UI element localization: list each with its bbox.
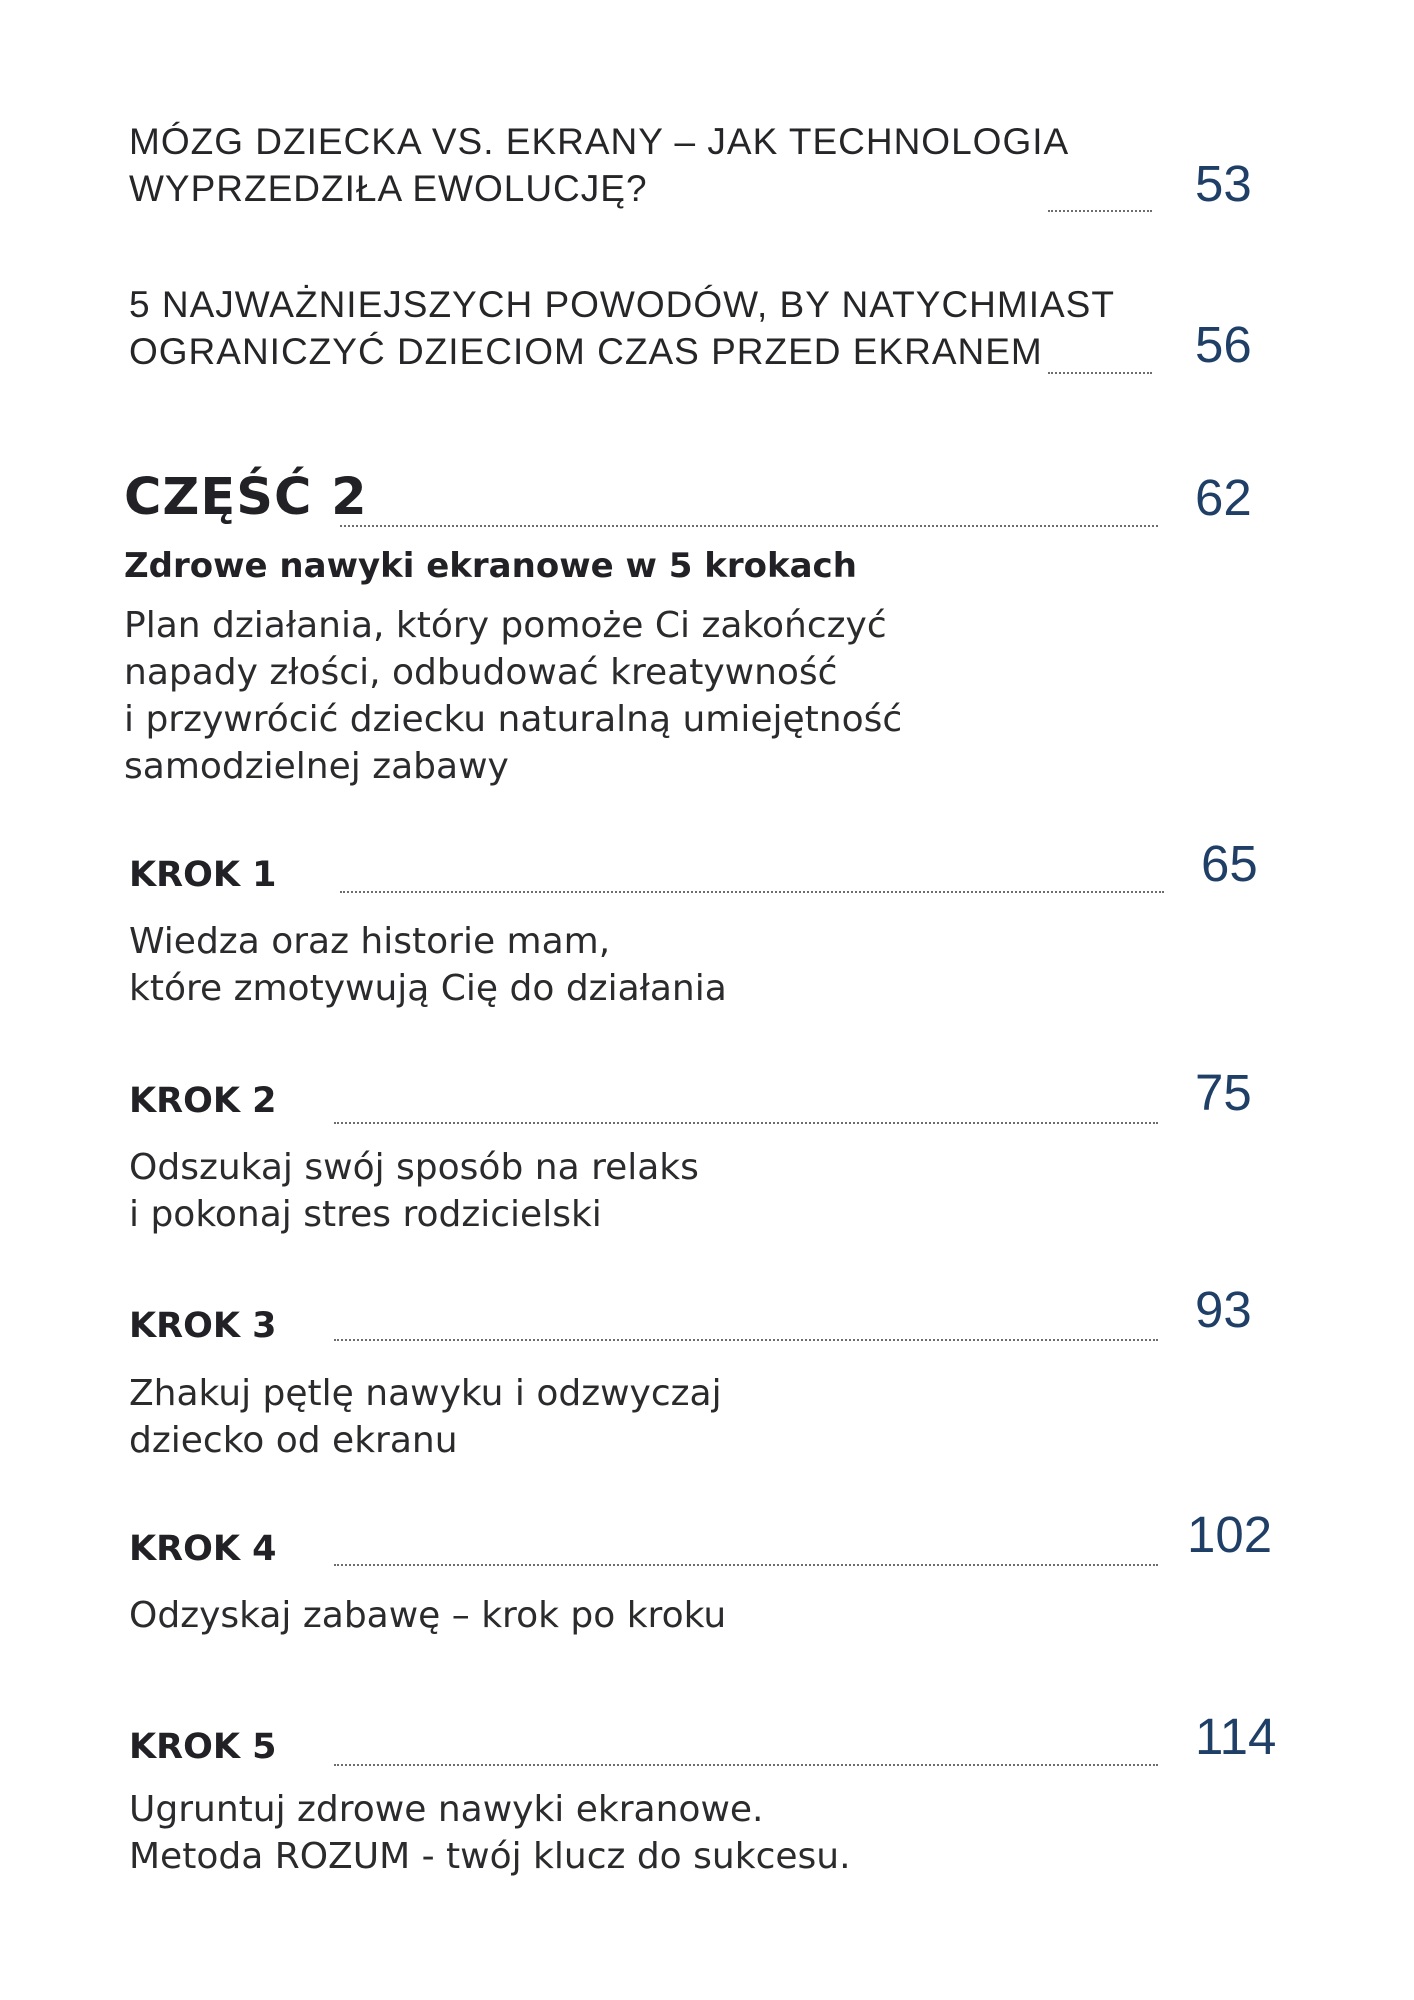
dot-leader — [334, 1339, 1158, 1341]
part-title[interactable]: CZĘŚĆ 2 — [124, 468, 368, 527]
step-4-title[interactable]: KROK 4 — [129, 1529, 277, 1569]
step-5-description-line: Ugruntuj zdrowe nawyki ekranowe. — [129, 1789, 764, 1830]
step-2-description — [129, 1144, 699, 1238]
toc-entry-1[interactable] — [129, 118, 1069, 212]
step-4-page[interactable]: 102 — [1187, 1506, 1273, 1563]
dot-leader — [1048, 210, 1152, 212]
dot-leader — [1048, 372, 1152, 374]
step-4-description — [129, 1592, 726, 1639]
toc-entry-2[interactable] — [129, 281, 1115, 375]
step-1-page[interactable]: 65 — [1201, 835, 1258, 892]
step-3-description — [129, 1370, 722, 1464]
dot-leader — [334, 1764, 1158, 1766]
step-2-description-line: i pokonaj stres rodzicielski — [129, 1194, 602, 1235]
toc-entry-1-page[interactable]: 53 — [1195, 155, 1252, 212]
toc-entry-2-line-1: 5 NAJWAŻNIEJSZYCH POWODÓW, BY NATYCHMIAST — [129, 284, 1115, 325]
step-1-description-line: które zmotywują Cię do działania — [129, 968, 727, 1009]
step-5-description — [129, 1786, 851, 1880]
step-2-title[interactable]: KROK 2 — [129, 1081, 277, 1121]
step-2-page[interactable]: 75 — [1195, 1064, 1252, 1121]
toc-entry-1-line-1: MÓZG DZIECKA VS. EKRANY – JAK TECHNOLOGIA — [129, 121, 1070, 162]
step-5-page[interactable]: 114 — [1195, 1708, 1277, 1765]
part-description-line: i przywrócić dziecku naturalną umiejętność — [124, 699, 903, 740]
step-5-description-line: Metoda ROZUM - twój klucz do sukcesu. — [129, 1836, 851, 1877]
part-description — [124, 602, 902, 790]
step-3-description-line: Zhakuj pętlę nawyku i odzwyczaj — [129, 1373, 722, 1414]
toc-entry-2-page[interactable]: 56 — [1195, 316, 1252, 373]
step-1-description — [129, 918, 727, 1012]
part-page[interactable]: 62 — [1195, 469, 1252, 526]
step-3-page[interactable]: 93 — [1195, 1281, 1252, 1338]
toc-entry-2-line-2: OGRANICZYĆ DZIECIOM CZAS PRZED EKRANEM — [129, 331, 1043, 372]
part-subtitle: Zdrowe nawyki ekranowe w 5 krokach — [124, 546, 857, 586]
step-2-description-line: Odszukaj swój sposób na relaks — [129, 1147, 699, 1188]
step-5-title[interactable]: KROK 5 — [129, 1727, 277, 1767]
part-description-line: Plan działania, który pomoże Ci zakończyć — [124, 605, 887, 646]
step-3-description-line: dziecko od ekranu — [129, 1420, 458, 1461]
step-3-title[interactable]: KROK 3 — [129, 1306, 277, 1346]
part-description-line: napady złości, odbudować kreatywność — [124, 652, 838, 693]
part-description-line: samodzielnej zabawy — [124, 746, 509, 787]
step-1-title[interactable]: KROK 1 — [129, 855, 277, 895]
dot-leader — [334, 1122, 1158, 1124]
dot-leader — [340, 525, 1158, 527]
dot-leader — [334, 1564, 1158, 1566]
step-1-description-line: Wiedza oraz historie mam, — [129, 921, 611, 962]
dot-leader — [340, 891, 1164, 893]
toc-entry-1-line-2: WYPRZEDZIŁA EWOLUCJĘ? — [129, 168, 648, 209]
step-4-description-line: Odzyskaj zabawę – krok po kroku — [129, 1595, 727, 1636]
